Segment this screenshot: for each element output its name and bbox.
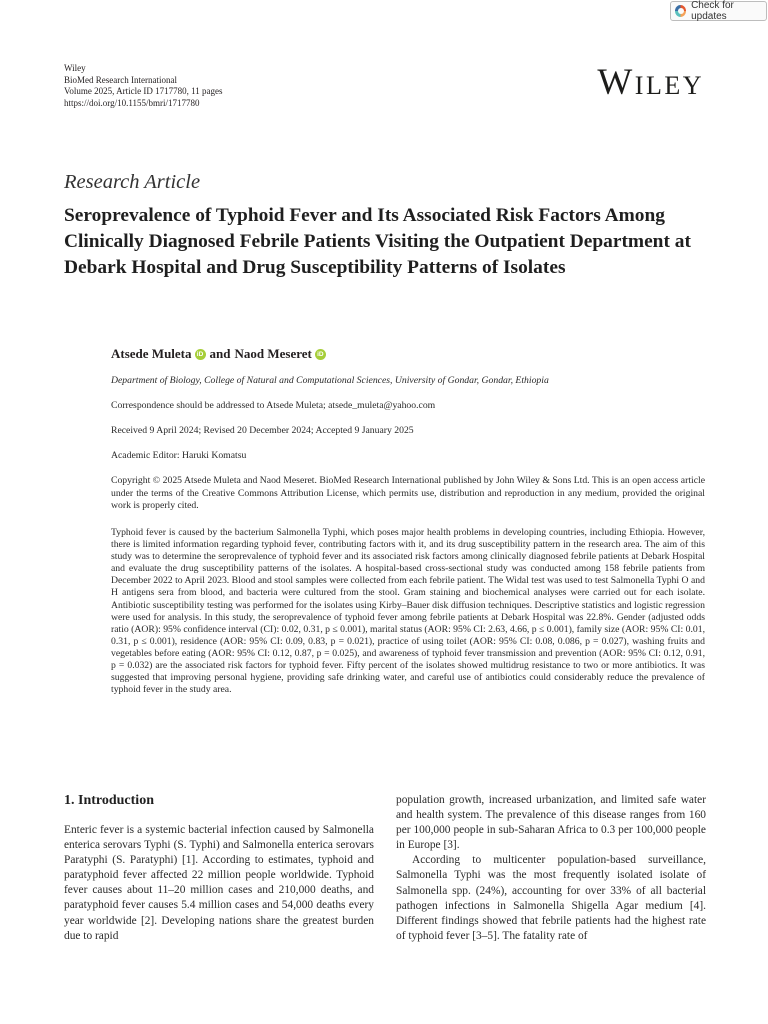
body-column-right [396,793,706,944]
publication-dates: Received 9 April 2024; Revised 20 December 2024; Accepted 9 January 2025 [111,425,414,436]
academic-editor: Academic Editor: Haruki Komatsu [111,450,247,461]
check-for-updates-label: Check for updates [691,0,734,22]
body-paragraph: population growth, increased urbanization, and limited safe water and health system. The prevalence of this disease ranges from 160 per 100,000 people in sub-Saharan Africa to 0.3 per 100,000 people in Europe [3]. [396,794,706,852]
author-name[interactable]: Atsede Muleta [111,346,192,361]
wiley-logo: Wiley [597,62,704,103]
orcid-icon[interactable]: iD [315,349,326,360]
journal-volume: Volume 2025, Article ID 1717780, 11 pages [64,86,223,96]
affiliation: Department of Biology, College of Natural and Computational Sciences, University of Gondar, Gondar, Ethiopia [111,375,549,386]
check-for-updates-button[interactable] [670,1,767,21]
body-column-left [64,793,374,944]
abstract: Typhoid fever is caused by the bacterium Salmonella Typhi, which poses major health problems in developing countries, including Ethiopia. However, there is limited information regarding typhoid fever, contributing factors with it, and its drug susceptibility pattern in the research area. The aim of this study was to determine the seroprevalence of typhoid fever and its associated risk factors among clinically diagnosed febrile patients at Debark Hospital and evaluate the drug susceptibility patterns of the isolates. A hospital-based cross-sectional study was conducted among 158 febrile patients from December 2022 to April 2023. Blood and stool samples were collected from each febrile patient. The Widal test was used to test Salmonella Typhi O and H antigens sera from blood, and bacteria were cultured from the stool. Gram staining and biochemical analyses were carried out for each isolate. Antibiotic susceptibility testing was performed for the isolates using Kirby–Bauer disk diffusion techniques. Descriptive statistics and logistic regression were used for analysis. In this study, the seroprevalence of typhoid fever among febrile patients at Debark Hospital was 22.8%. Gender (adjusted odds ratio (AOR): 95% confidence interval (CI): 0.02, 0.31, p ≤ 0.001), marital status (AOR: 95% CI: 2.63, 4.66, p ≤ 0.001), family size (AOR: 95% CI: 0.01, 0.31, p ≤ 0.001), residence (AOR: 95% CI: 0.09, 0.83, p = 0.021), practice of using toilet (AOR: 95% CI: 0.08, 0.086, p = 0.027), washing fruits and vegetables before eating (AOR: 95% CI: 0.12, 0.87, p = 0.025), and awareness of typhoid fever transmission and prevention (AOR: 95% CI: 0.12, 0.91, p = 0.032) are the associated risk factors for typhoid fever. Fifty percent of the isolates showed multidrug resistance to two or more antibiotics. It was suggested that improving personal hygiene, providing safe drinking water, and careful use of antibiotics could considerably reduce the prevalence of typhoid fever in the study area. [111,527,705,696]
author-name[interactable]: Naod Meseret [234,346,312,361]
crossmark-icon [675,5,686,17]
journal-doi-link[interactable]: https://doi.org/10.1155/bmri/1717780 [64,97,200,108]
journal-publisher: Wiley [64,63,86,73]
correspondence: Correspondence should be addressed to Atsede Muleta; atsede_muleta@yahoo.com [111,400,436,411]
author-connector: and [209,346,231,361]
paper-title: Seroprevalence of Typhoid Fever and Its Associated Risk Factors Among Clinically Diagnosed Febrile Patients Visiting the Outpatient Department at Debark Hospital and Drug Susceptibility Patterns of Isolates [64,205,691,278]
body-paragraph: Enteric fever is a systemic bacterial infection caused by Salmonella enterica serovars Typhi (S. Typhi) and Salmonella enterica serovars Paratyphi (S. Paratyphi) [1]. According to estimates, typhoid and paratyphoid fever affected 22 million people worldwide. Typhoid fever causes about 11–20 million cases and 210,000 deaths, and paratyphoid fever causes 5.4 million cases and 54,000 deaths every year worldwide [2]. Developing nations share the greatest burden due to rapid [64,824,374,942]
copyright-notice: Copyright © 2025 Atsede Muleta and Naod Meseret. BioMed Research International published by John Wiley & Sons Ltd. This is an open access article under the terms of the Creative Commons Attribution License, which permits use, distribution and reproduction in any medium, provided the original work is properly cited. [111,475,705,512]
journal-name: BioMed Research International [64,74,177,85]
body-paragraph: According to multicenter population-based surveillance, Salmonella Typhi was the most frequently isolated isolate of Salmonella spp. (24%), accounting for over 33% of all bacterial pathogen infections in Salmonella Shigella Agar medium [4]. Different findings showed that febrile patients had the highest rate of typhoid fever [3–5]. The fatality rate of [396,854,706,942]
orcid-icon[interactable]: iD [195,349,206,360]
journal-meta [64,63,222,109]
article-type: Research Article [64,171,201,193]
section-heading: 1. Introduction [64,793,154,808]
author-list [111,346,330,362]
